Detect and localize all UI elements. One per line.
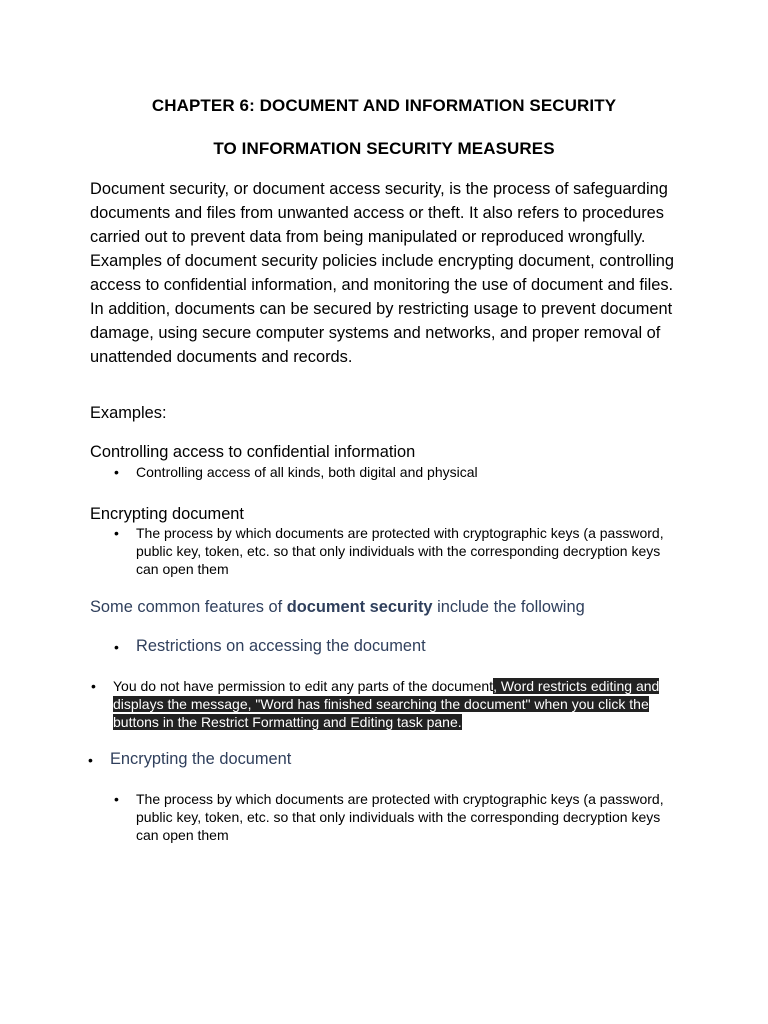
access-bullet-text: Controlling access of all kinds, both digital and physical [136,464,478,480]
features-prefix: Some common features of [90,598,287,616]
access-heading: Controlling access to confidential information [90,443,416,461]
list-item [114,524,676,578]
bullet-icon: • [88,752,93,768]
list-item [114,463,696,481]
list-item [88,750,292,769]
features-suffix: include the following [432,598,585,616]
restrictions-bullet-text: You do not have permission to edit any parts of the document [113,678,494,694]
highlighted-text: , Word restricts editing and displays the message, "Word has finished searching the document" when you click the buttons in the Restrict Formatting and Editing task pane. [113,678,660,730]
examples-label: Examples: [90,404,167,422]
encrypting-bullet-text: The process by which documents are protected with cryptographic keys (a password, public key, token, etc. so that only individuals with the corresponding decryption keys can open them [136,525,664,577]
bullet-icon: • [114,525,119,541]
restrictions-heading: Restrictions on accessing the document [136,637,426,655]
bullet-icon: • [114,464,119,480]
features-heading [90,598,585,617]
encrypting-doc-bullet-text: The process by which documents are protected with cryptographic keys (a password, public key, token, etc. so that only individuals with the corresponding decryption keys can open them [136,791,664,843]
list-item [114,790,676,844]
encrypting-heading: Encrypting document [90,505,244,523]
list-item [114,637,426,656]
bullet-icon: • [114,639,119,655]
features-emphasis: document security [286,598,433,616]
bullet-icon: • [114,791,119,807]
list-item [91,677,693,731]
encrypting-doc-heading: Encrypting the document [110,750,292,768]
intro-paragraph: Document security, or document access security, is the process of safeguarding documents and files from unwanted access or theft. It also refers to procedures carried out to prevent data from being manipulated or reproduced wrongfully. Examples of document security policies include encrypting document, controlling access to confidential information, and monitoring the use of document and files. In addition, documents can be secured by restricting usage to prevent document damage, using secure computer systems and networks, and proper removal of unattended documents and records. [90,180,674,366]
section-title: TO INFORMATION SECURITY MEASURES [213,139,555,158]
chapter-title: CHAPTER 6: DOCUMENT AND INFORMATION SECURITY [151,96,617,115]
bullet-icon: • [91,678,96,694]
